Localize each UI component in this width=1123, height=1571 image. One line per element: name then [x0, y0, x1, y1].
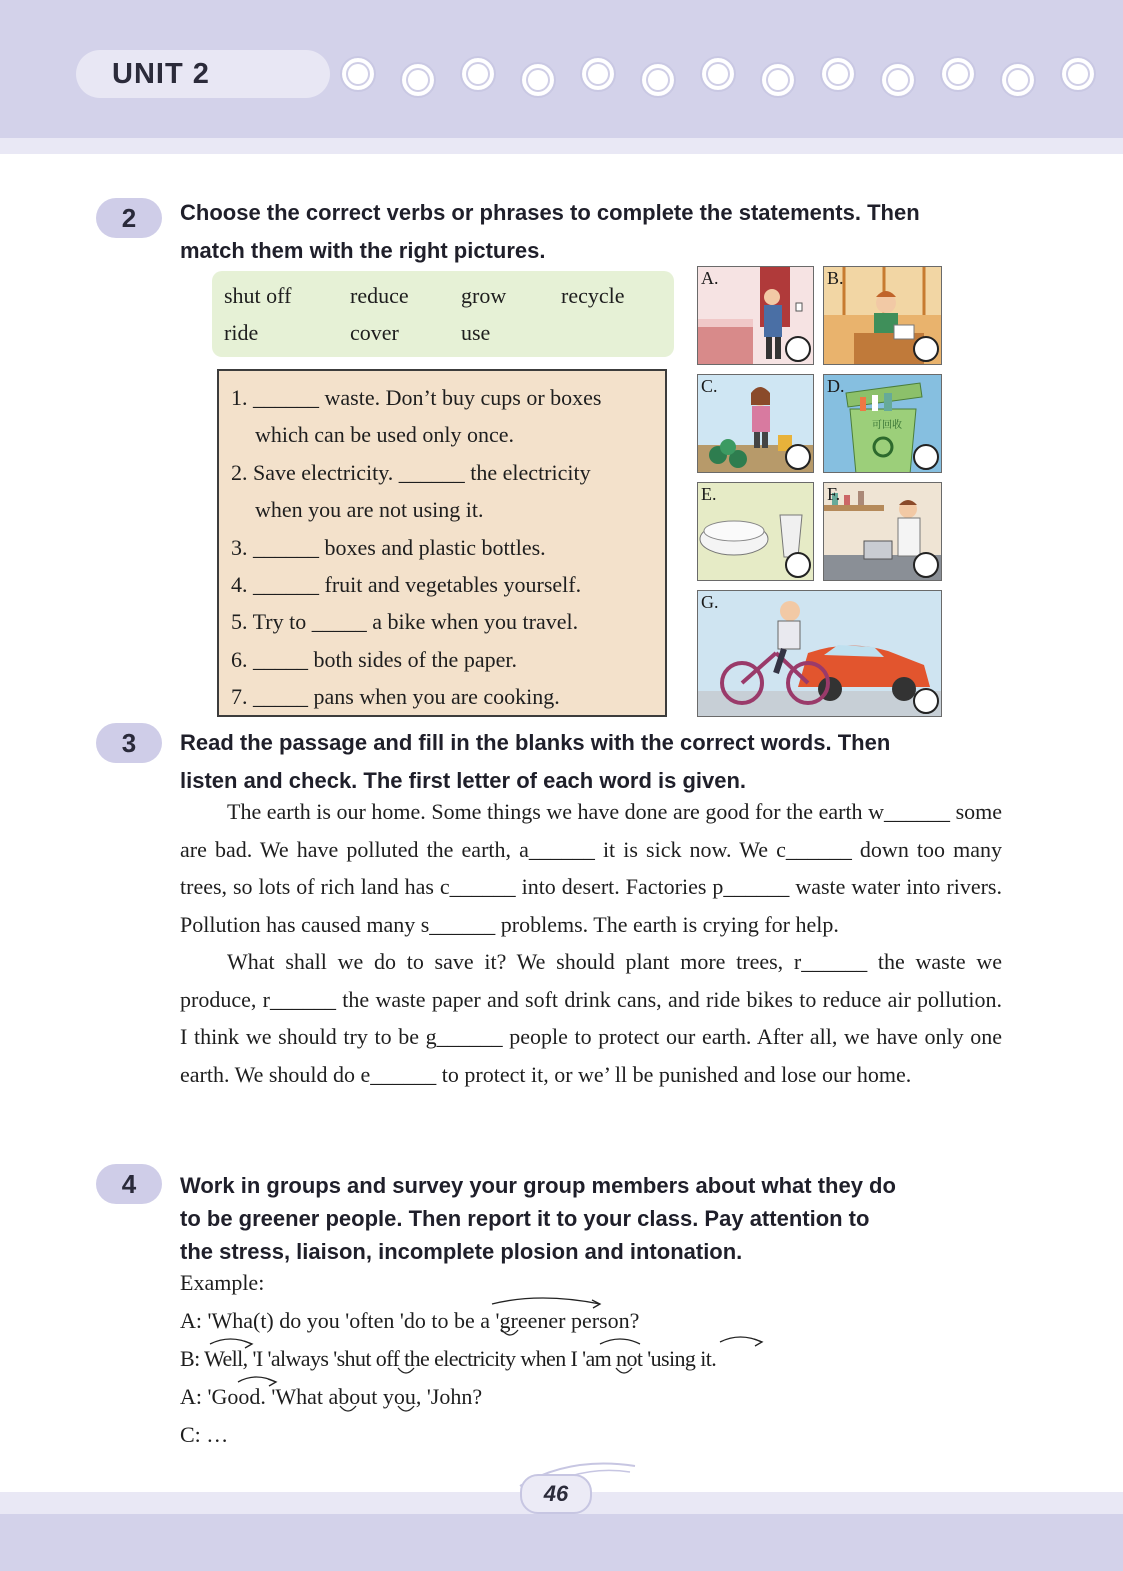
passage-p2-line: What shall we do to save it? We should plant more trees, r______ the waste	[227, 949, 966, 974]
section-4-instruction-line2: to be greener people. Then report it to your class. Pay attention to	[180, 1206, 870, 1231]
statement-2: 2. Save electricity. ______ the electricity	[231, 459, 591, 485]
word-ride: ride	[224, 320, 259, 345]
intonation-marks	[180, 1294, 800, 1434]
picture-c-label: C.	[701, 376, 718, 396]
decorative-circle	[760, 62, 796, 98]
decorative-circle	[460, 56, 496, 92]
picture-a-label: A.	[701, 268, 719, 288]
picture-f	[823, 482, 942, 581]
passage-p1-line: earth is crying for help.	[633, 911, 839, 937]
word-grow: grow	[461, 283, 507, 308]
decorative-circle	[700, 56, 736, 92]
picture-f-answer-circle[interactable]	[913, 552, 939, 578]
dialogue-line-a2: A: 'Good. 'What about you, 'John?	[180, 1384, 483, 1409]
decorative-circle	[640, 62, 676, 98]
section-3-instruction	[180, 724, 1002, 800]
statement-6: 6. _____ both sides of the paper.	[231, 646, 517, 672]
word-shut-off: shut off	[224, 283, 292, 308]
statement-1: 1. ______ waste. Don’t buy cups or boxes	[231, 385, 602, 410]
picture-a	[697, 266, 814, 365]
picture-d-label: D.	[827, 376, 845, 396]
picture-g-answer-circle[interactable]	[913, 688, 939, 714]
decorative-circle	[1060, 56, 1096, 92]
passage	[180, 793, 1002, 1093]
section-4-instruction-line1: Work in groups and survey your group members about what they do	[180, 1173, 896, 1198]
decorative-circle	[400, 62, 436, 98]
passage-p2-line: air pollution. I think we should try to be g______ people to protect our earth.	[180, 986, 1003, 1049]
dialogue-line-c: C: …	[180, 1422, 229, 1447]
word-recycle: recycle	[561, 283, 625, 308]
section-4-instruction-line3: the stress, liaison, incomplete plosion and intonation.	[180, 1239, 743, 1264]
section-3-instruction-line2: listen and check. The first letter of each word is given.	[180, 768, 747, 793]
picture-d-answer-circle[interactable]	[913, 444, 939, 470]
decorative-circle	[1000, 62, 1036, 98]
recycle-bin-label: 可回收	[872, 420, 902, 431]
word-bank	[212, 271, 674, 357]
passage-p2-line: After all, we have only one earth. We should do e______ to protect it, or we’ ll be	[180, 1024, 1002, 1087]
section-2-instruction	[180, 194, 1002, 270]
passage-p1-line: c______ down too many trees, so lots of rich land has c______ into desert. Factories	[180, 836, 1002, 899]
passage-p2-line: punished and lose our home.	[658, 1061, 912, 1087]
statement-4: 4. ______ fruit and vegetables yourself.	[231, 572, 582, 597]
decorative-circle	[520, 62, 556, 98]
statements-box	[217, 369, 667, 717]
picture-e-answer-circle[interactable]	[785, 552, 811, 578]
section-2-instruction-line2: match them with the right pictures.	[180, 238, 546, 263]
decorative-circle	[820, 56, 856, 92]
picture-e-label: E.	[701, 484, 717, 504]
passage-p2-line: we produce, r______ the waste paper and soft drink cans, and ride bikes to reduce	[180, 949, 1002, 1012]
picture-d	[823, 374, 942, 473]
picture-a-answer-circle[interactable]	[785, 336, 811, 362]
statement-7: 7. _____ pans when you are cooking.	[231, 684, 560, 710]
passage-paragraph-1	[180, 793, 1002, 943]
footer-band	[0, 1514, 1123, 1571]
word-reduce: reduce	[350, 283, 409, 308]
statement-1-cont: which can be used only once.	[255, 422, 515, 448]
section-4-instruction	[180, 1169, 1002, 1268]
section-2-badge: 2	[96, 198, 162, 238]
unit-title: UNIT 2	[112, 58, 210, 90]
passage-paragraph-2	[180, 943, 1002, 1093]
passage-p1-line: p______ waste water into rivers. Pollution has caused many s______ problems. The	[180, 874, 1002, 937]
picture-e	[697, 482, 814, 581]
passage-p1-line: The earth is our home. Some things we have done are good for the earth	[227, 799, 863, 824]
picture-c-answer-circle[interactable]	[785, 444, 811, 470]
page-number: 46	[520, 1474, 592, 1514]
header-divider	[0, 138, 1123, 154]
picture-b-label: B.	[827, 268, 844, 288]
picture-g-label: G.	[701, 592, 719, 612]
decorative-circle	[940, 56, 976, 92]
decorative-circle	[880, 62, 916, 98]
word-use: use	[461, 320, 491, 345]
picture-b	[823, 266, 942, 365]
picture-g-illustration	[698, 591, 942, 717]
picture-c	[697, 374, 814, 473]
dialogue-line-b: B: Well, 'I 'always 'shut off the electricity when I 'am not 'using it.	[180, 1346, 717, 1371]
section-3-instruction-line1: Read the passage and fill in the blanks with the correct words. Then	[180, 730, 891, 755]
section-2-instruction-line1: Choose the correct verbs or phrases to complete the statements. Then	[180, 200, 920, 225]
picture-b-answer-circle[interactable]	[913, 336, 939, 362]
dialogue-line-a1: A: 'Wha(t) do you 'often 'do to be a 'greener person?	[180, 1308, 640, 1333]
picture-f-label: F.	[827, 484, 841, 504]
decorative-circle	[580, 56, 616, 92]
passage-p1-line: w______ some are bad. We have polluted the earth, a______ it is sick now. We	[180, 799, 1003, 862]
word-cover: cover	[350, 320, 399, 345]
decorative-circle	[340, 56, 376, 92]
statement-5: 5. Try to _____ a bike when you travel.	[231, 609, 579, 635]
picture-g	[697, 590, 942, 717]
section-3-badge: 3	[96, 723, 162, 763]
example-label: Example:	[180, 1270, 265, 1295]
section-4-badge: 4	[96, 1164, 162, 1204]
statement-3: 3. ______ boxes and plastic bottles.	[231, 534, 546, 560]
statement-2-cont: when you are not using it.	[255, 497, 484, 523]
